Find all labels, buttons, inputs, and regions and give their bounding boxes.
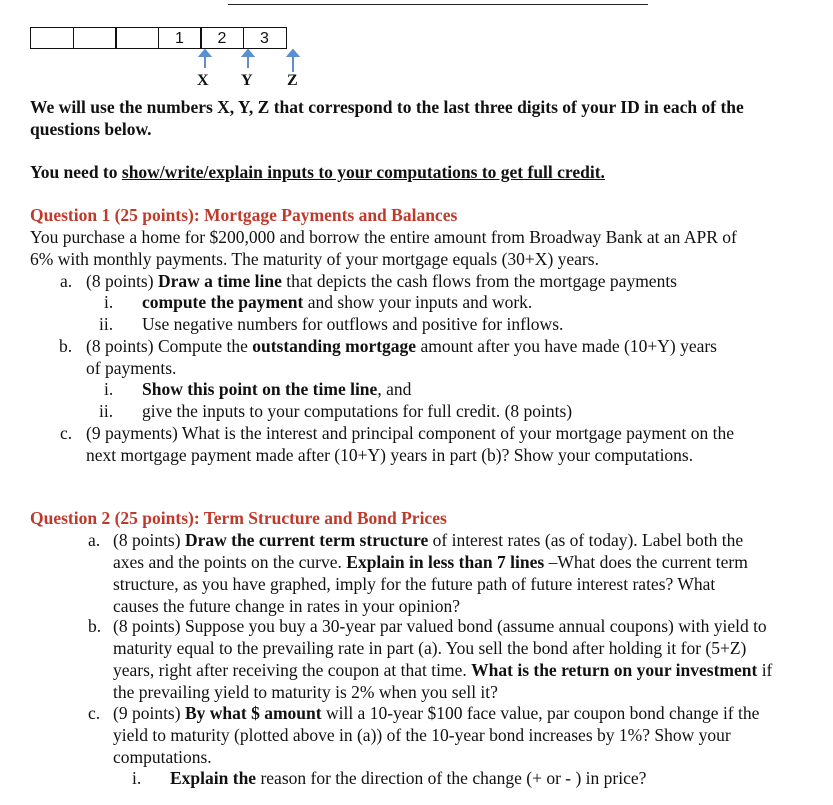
q1-b-post: amount after you have made (10+Y) years of payments. xyxy=(86,336,717,378)
credit-underlined: show/write/explain inputs to your computations to get full credit. xyxy=(121,162,605,182)
q1-a-i-bold: compute the payment xyxy=(142,292,304,312)
q2-a-post: –What does the current term structure, as you have graphed, imply for the future path of future interest rates? What causes the future change in rates in your opinion? xyxy=(113,552,748,616)
q2-c-pre: (9 points) xyxy=(113,703,185,723)
credit-prefix: You need to xyxy=(30,162,122,182)
intro-text: We will use the numbers X, Y, Z that correspond to the last three digits of your ID in each of the questions below. xyxy=(30,97,744,139)
label-x: X xyxy=(197,72,209,89)
q2-a-pre: (8 points) xyxy=(113,530,185,550)
id-box-digit-2: 2 xyxy=(200,27,244,49)
q1-a-marker: a. xyxy=(60,271,73,291)
q1-a-text xyxy=(86,270,677,292)
q2-b-marker: b. xyxy=(88,616,102,636)
q1-c-text: (9 payments) What is the interest and principal component of your mortgage payment on the next mortgage payment made after (10+Y) years in part (b)? Show your computations. xyxy=(86,423,734,465)
q2-title: Question 2 (25 points): Term Structure and Bond Prices xyxy=(30,508,447,528)
q2-b-text xyxy=(113,615,773,703)
q1-a-i-marker: i. xyxy=(104,292,114,312)
q1-a-ii-text: Use negative numbers for outflows and positive for inflows. xyxy=(142,314,564,334)
id-box-digit-1: 1 xyxy=(158,27,202,49)
q2-a-bold1: Draw the current term structure xyxy=(184,530,429,550)
q1-a-i-text xyxy=(142,291,532,313)
q1-a-i-post: and show your inputs and work. xyxy=(303,292,533,312)
q2-c-bold: By what $ amount xyxy=(184,703,322,723)
id-box-digit-3: 3 xyxy=(243,27,287,49)
q1-b-i-bold: Show this point on the time line xyxy=(142,379,378,399)
q1-a-bold: Draw a time line xyxy=(157,271,282,291)
q1-b-ii-text: give the inputs to your computations for full credit. (8 points) xyxy=(142,401,573,421)
q1-a-post: that depicts the cash flows from the mortgage payments xyxy=(281,271,677,291)
arrow-up-icon xyxy=(200,50,210,56)
q2-a-bold2: Explain in less than 7 lines xyxy=(346,552,545,572)
label-z: Z xyxy=(287,72,298,89)
q1-b-text xyxy=(86,335,726,379)
q2-a-text xyxy=(113,529,753,617)
q2-c-post: will a 10-year $100 face value, par coupon bond change if the yield to maturity (plotted above in (a)) of the 10-year bond increases by 1%? Show your computations. xyxy=(113,703,760,767)
id-box xyxy=(73,27,117,49)
id-digit-boxes xyxy=(30,27,287,49)
top-rule xyxy=(228,0,648,5)
q2-a-marker: a. xyxy=(88,530,101,550)
q2-c-i-post: reason for the direction of the change (+ or - ) in price? xyxy=(256,768,647,788)
arrow-up-icon xyxy=(243,50,253,56)
q1-b-i-text xyxy=(142,378,411,400)
q2-b-pre: (8 points) Suppose you buy a 30-year par valued bond (assume annual coupons) with yield to maturity equal to the prevailing rate in part (a). You sell the bond after holding it for (5+Z) years, right after receiving the coupon at that time. xyxy=(113,616,767,680)
q2-c-i-text xyxy=(170,767,646,789)
q1-a-pre: (8 points) xyxy=(86,271,158,291)
q1-body: You purchase a home for $200,000 and borrow the entire amount from Broadway Bank at an APR of 6% with monthly payments. The maturity of your mortgage equals (30+X) years. xyxy=(30,227,737,269)
q1-c-marker: c. xyxy=(60,423,73,443)
q1-b-bold: outstanding mortgage xyxy=(252,336,417,356)
id-box xyxy=(30,27,74,49)
q1-b-pre: (8 points) Compute the xyxy=(86,336,253,356)
digit-arrows xyxy=(0,48,833,98)
q1-b-i-post: , and xyxy=(377,379,412,399)
label-y: Y xyxy=(241,72,253,89)
q2-c-i-bold: Explain the xyxy=(170,768,257,788)
q1-title: Question 1 (25 points): Mortgage Payments and Balances xyxy=(30,205,458,225)
id-box xyxy=(115,27,159,49)
q1-b-marker: b. xyxy=(59,336,73,356)
q1-b-ii-marker: ii. xyxy=(99,401,114,421)
q2-b-bold: What is the return on your investment xyxy=(471,660,758,680)
q2-c-i-marker: i. xyxy=(132,768,142,788)
q2-c-marker: c. xyxy=(88,703,101,723)
arrow-up-icon xyxy=(288,50,298,56)
q2-a-mid: of interest rates (as of today). Label both the axes and the points on the curve. xyxy=(113,530,744,572)
q1-a-ii-marker: ii. xyxy=(99,314,114,334)
q2-c-text xyxy=(113,702,761,768)
q2-b-post: if the prevailing yield to maturity is 2% when you sell it? xyxy=(113,660,773,702)
credit-note xyxy=(30,161,813,183)
q1-b-i-marker: i. xyxy=(104,379,114,399)
